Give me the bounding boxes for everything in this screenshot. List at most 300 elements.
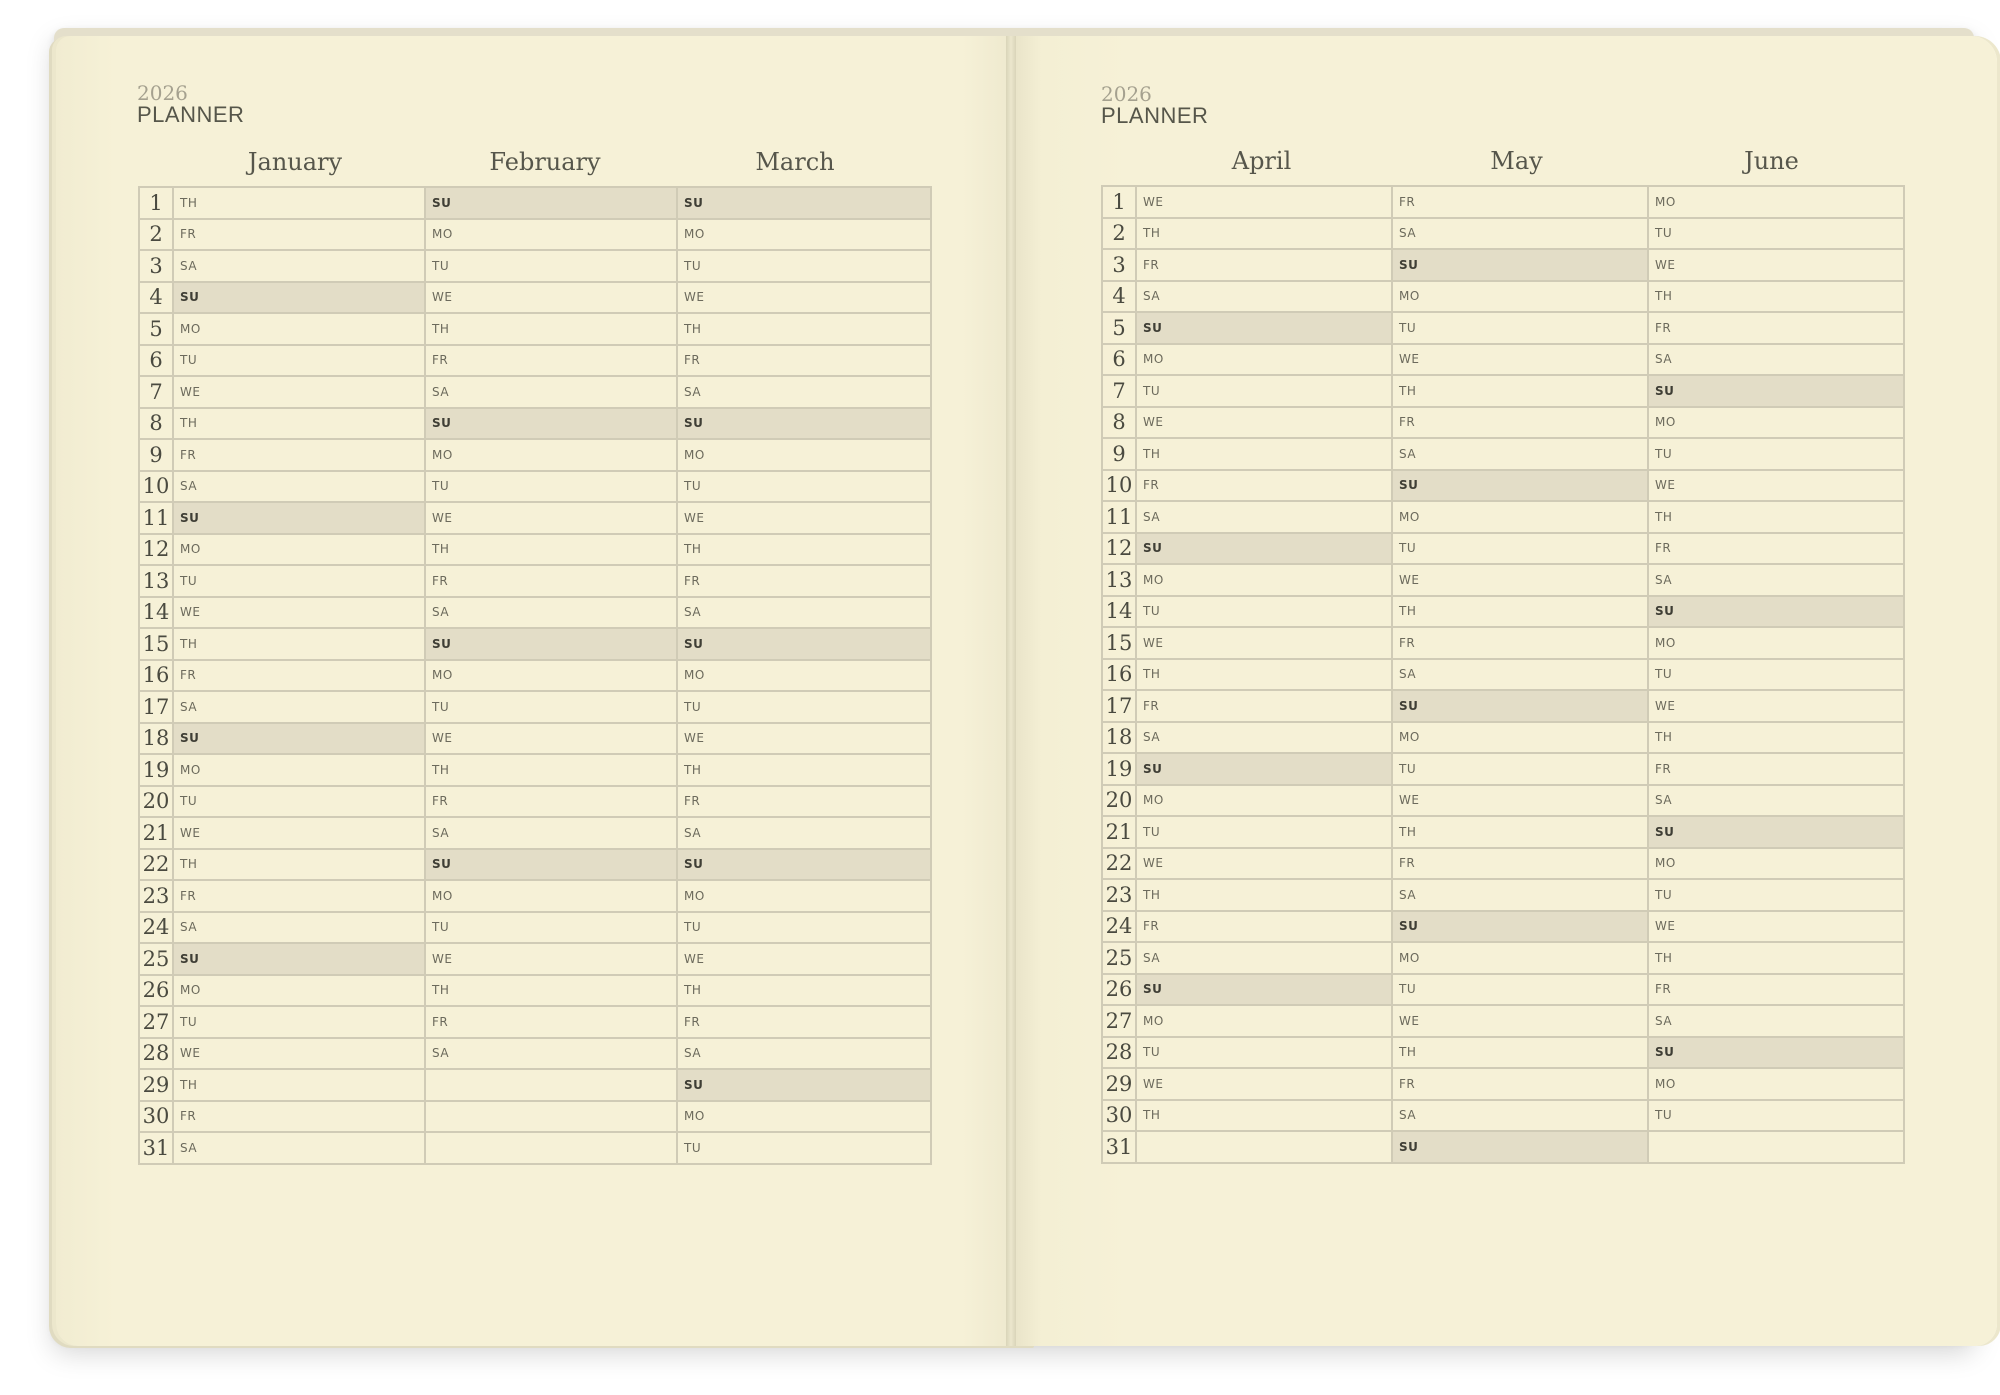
day-cell-february[interactable]: SA xyxy=(425,1038,677,1070)
day-cell-january[interactable]: TU xyxy=(173,786,425,818)
day-cell-january[interactable]: TH xyxy=(173,408,425,440)
day-cell-february[interactable]: WE xyxy=(425,723,677,755)
day-cell-june[interactable]: FR xyxy=(1648,753,1904,785)
day-cell-march[interactable]: TH xyxy=(677,534,931,566)
day-number: 21 xyxy=(139,817,173,849)
day-cell-april[interactable]: SU xyxy=(1136,974,1392,1006)
day-number: 10 xyxy=(139,471,173,503)
day-cell-june[interactable]: SA xyxy=(1648,1005,1904,1037)
month-name-january: January xyxy=(247,148,343,176)
table-row xyxy=(139,912,931,944)
day-cell-march[interactable]: WE xyxy=(677,943,931,975)
day-cell-may[interactable]: TH xyxy=(1392,816,1648,848)
month-name-march: March xyxy=(755,148,835,176)
day-cell-march[interactable]: WE xyxy=(677,282,931,314)
table-row xyxy=(139,250,931,282)
day-cell-april[interactable]: SU xyxy=(1136,533,1392,565)
day-cell-january[interactable]: SA xyxy=(173,912,425,944)
left-calendar-grid xyxy=(138,186,932,1165)
day-cell-march[interactable]: MO xyxy=(677,880,931,912)
table-row xyxy=(1102,659,1904,691)
day-cell-february[interactable]: MO xyxy=(425,219,677,251)
month-name-may: May xyxy=(1490,147,1543,175)
day-cell-january[interactable]: MO xyxy=(173,534,425,566)
day-cell-may[interactable]: TU xyxy=(1392,753,1648,785)
table-row xyxy=(139,408,931,440)
day-number: 9 xyxy=(1102,438,1136,470)
planner-year: 2026 xyxy=(137,81,188,105)
day-number: 10 xyxy=(1102,470,1136,502)
table-row xyxy=(1102,218,1904,250)
day-cell-march[interactable]: WE xyxy=(677,723,931,755)
day-cell-march[interactable]: TU xyxy=(677,471,931,503)
day-cell-january[interactable]: TH xyxy=(173,1069,425,1101)
day-cell-april[interactable]: TU xyxy=(1136,816,1392,848)
day-cell-april[interactable]: WE xyxy=(1136,848,1392,880)
day-cell-january[interactable]: FR xyxy=(173,880,425,912)
table-row xyxy=(1102,281,1904,313)
day-number: 9 xyxy=(139,439,173,471)
day-cell-april[interactable]: SU xyxy=(1136,312,1392,344)
day-cell-april[interactable]: WE xyxy=(1136,1068,1392,1100)
day-cell-march[interactable]: WE xyxy=(677,502,931,534)
day-cell-march[interactable]: TU xyxy=(677,250,931,282)
day-number: 16 xyxy=(1102,659,1136,691)
day-cell-may[interactable]: SU xyxy=(1392,690,1648,722)
day-cell-february[interactable]: WE xyxy=(425,502,677,534)
table-row xyxy=(139,628,931,660)
day-cell-march[interactable]: SU xyxy=(677,849,931,881)
table-row xyxy=(1102,1100,1904,1132)
day-cell-june[interactable]: SU xyxy=(1648,816,1904,848)
right-calendar-grid xyxy=(1101,185,1905,1164)
day-number: 28 xyxy=(1102,1037,1136,1069)
day-cell-may[interactable]: FR xyxy=(1392,1068,1648,1100)
day-cell-may[interactable]: SA xyxy=(1392,438,1648,470)
day-number: 17 xyxy=(139,691,173,723)
day-cell-march[interactable]: TU xyxy=(677,1132,931,1164)
day-cell-february[interactable]: FR xyxy=(425,345,677,377)
day-cell-january[interactable]: SA xyxy=(173,250,425,282)
day-cell-april[interactable]: TH xyxy=(1136,879,1392,911)
day-cell-february[interactable]: SU xyxy=(425,408,677,440)
table-row xyxy=(139,313,931,345)
day-cell-march[interactable]: MO xyxy=(677,1101,931,1133)
table-row xyxy=(1102,470,1904,502)
day-cell-may[interactable]: SU xyxy=(1392,470,1648,502)
day-number: 30 xyxy=(1102,1100,1136,1132)
day-number: 31 xyxy=(139,1132,173,1164)
day-cell-january[interactable]: WE xyxy=(173,817,425,849)
day-cell-february[interactable]: SA xyxy=(425,376,677,408)
table-row xyxy=(1102,753,1904,785)
day-cell-may[interactable]: MO xyxy=(1392,722,1648,754)
table-row xyxy=(1102,438,1904,470)
day-cell-may[interactable]: SA xyxy=(1392,879,1648,911)
day-cell-april[interactable]: TU xyxy=(1136,375,1392,407)
day-number: 13 xyxy=(1102,564,1136,596)
day-cell-june[interactable]: SA xyxy=(1648,344,1904,376)
day-cell-april[interactable]: WE xyxy=(1136,407,1392,439)
day-cell-january[interactable]: FR xyxy=(173,660,425,692)
day-number: 4 xyxy=(1102,281,1136,313)
day-cell-february[interactable]: TH xyxy=(425,975,677,1007)
table-row xyxy=(139,565,931,597)
day-cell-april[interactable]: TH xyxy=(1136,218,1392,250)
day-cell-june[interactable]: SU xyxy=(1648,596,1904,628)
table-row xyxy=(139,817,931,849)
day-cell-january[interactable]: MO xyxy=(173,754,425,786)
day-cell-june[interactable]: MO xyxy=(1648,1068,1904,1100)
table-row xyxy=(1102,722,1904,754)
day-cell-january[interactable]: MO xyxy=(173,313,425,345)
day-cell-april[interactable]: FR xyxy=(1136,911,1392,943)
table-row xyxy=(139,975,931,1007)
day-cell-march[interactable]: SU xyxy=(677,187,931,219)
day-cell-april[interactable]: TH xyxy=(1136,1100,1392,1132)
day-number: 6 xyxy=(1102,344,1136,376)
day-cell-march[interactable]: TU xyxy=(677,912,931,944)
day-cell-june[interactable]: TU xyxy=(1648,659,1904,691)
right-page-header xyxy=(1101,83,1208,127)
table-row xyxy=(139,1101,931,1133)
day-number: 22 xyxy=(139,849,173,881)
day-cell-june[interactable]: FR xyxy=(1648,312,1904,344)
table-row xyxy=(1102,785,1904,817)
day-cell-june[interactable]: WE xyxy=(1648,470,1904,502)
day-number: 1 xyxy=(1102,186,1136,218)
table-row xyxy=(139,849,931,881)
day-cell-may[interactable]: TH xyxy=(1392,1037,1648,1069)
table-row xyxy=(1102,1005,1904,1037)
day-cell-march[interactable]: SU xyxy=(677,408,931,440)
day-cell-april[interactable]: FR xyxy=(1136,249,1392,281)
day-cell-march[interactable]: SA xyxy=(677,597,931,629)
table-row xyxy=(139,219,931,251)
day-cell-march[interactable]: TU xyxy=(677,691,931,723)
day-number: 24 xyxy=(1102,911,1136,943)
table-row xyxy=(139,1038,931,1070)
day-number: 18 xyxy=(139,723,173,755)
day-number: 5 xyxy=(139,313,173,345)
planner-title: PLANNER xyxy=(137,102,245,127)
day-cell-january[interactable]: SA xyxy=(173,1132,425,1164)
day-number: 27 xyxy=(1102,1005,1136,1037)
day-number: 26 xyxy=(139,975,173,1007)
day-cell-june[interactable]: TH xyxy=(1648,501,1904,533)
day-number: 16 xyxy=(139,660,173,692)
table-row xyxy=(139,502,931,534)
day-cell-february[interactable]: WE xyxy=(425,282,677,314)
day-cell-january[interactable]: WE xyxy=(173,1038,425,1070)
day-cell-april[interactable]: MO xyxy=(1136,344,1392,376)
day-cell-february[interactable]: TH xyxy=(425,313,677,345)
table-row xyxy=(1102,312,1904,344)
day-cell-january[interactable]: TH xyxy=(173,187,425,219)
day-cell-june[interactable]: TU xyxy=(1648,1100,1904,1132)
day-cell-june[interactable]: TH xyxy=(1648,942,1904,974)
table-row xyxy=(1102,501,1904,533)
day-cell-march[interactable]: MO xyxy=(677,660,931,692)
day-cell-april[interactable]: FR xyxy=(1136,690,1392,722)
day-number: 20 xyxy=(139,786,173,818)
day-cell-june[interactable]: WE xyxy=(1648,249,1904,281)
day-cell-may[interactable]: WE xyxy=(1392,344,1648,376)
table-row xyxy=(139,534,931,566)
day-number: 28 xyxy=(139,1038,173,1070)
day-cell-april[interactable]: SA xyxy=(1136,501,1392,533)
day-number: 11 xyxy=(1102,501,1136,533)
day-number: 12 xyxy=(139,534,173,566)
day-cell-march[interactable]: FR xyxy=(677,786,931,818)
day-cell-may[interactable]: WE xyxy=(1392,1005,1648,1037)
day-cell-june[interactable]: FR xyxy=(1648,533,1904,565)
day-number: 27 xyxy=(139,1006,173,1038)
day-cell-may[interactable]: TH xyxy=(1392,596,1648,628)
day-cell-march[interactable]: SU xyxy=(677,1069,931,1101)
table-row xyxy=(139,754,931,786)
day-number: 22 xyxy=(1102,848,1136,880)
table-row xyxy=(139,1069,931,1101)
day-number: 29 xyxy=(1102,1068,1136,1100)
day-cell-june[interactable]: SA xyxy=(1648,785,1904,817)
day-cell-june[interactable]: WE xyxy=(1648,911,1904,943)
day-cell-january[interactable]: SU xyxy=(173,282,425,314)
table-row xyxy=(139,471,931,503)
right-month-names xyxy=(1134,147,1899,177)
day-cell-february[interactable]: TU xyxy=(425,912,677,944)
planner-year: 2026 xyxy=(1101,82,1152,106)
table-row xyxy=(139,282,931,314)
day-cell-april[interactable]: SU xyxy=(1136,753,1392,785)
table-row xyxy=(139,660,931,692)
day-cell-february[interactable]: TU xyxy=(425,471,677,503)
day-number: 23 xyxy=(1102,879,1136,911)
day-cell-february[interactable]: TH xyxy=(425,754,677,786)
day-cell-may[interactable]: MO xyxy=(1392,281,1648,313)
day-cell-june[interactable]: TU xyxy=(1648,218,1904,250)
day-number: 3 xyxy=(1102,249,1136,281)
day-cell-march[interactable]: SA xyxy=(677,817,931,849)
day-cell-march[interactable]: TH xyxy=(677,754,931,786)
day-cell-january[interactable]: FR xyxy=(173,219,425,251)
day-number: 13 xyxy=(139,565,173,597)
day-cell-january[interactable]: TU xyxy=(173,565,425,597)
day-cell-january[interactable]: TH xyxy=(173,628,425,660)
day-cell-january[interactable]: SA xyxy=(173,471,425,503)
book-gutter xyxy=(1006,36,1016,1346)
day-cell-february[interactable]: FR xyxy=(425,786,677,818)
day-cell-february[interactable]: TH xyxy=(425,534,677,566)
day-cell-may[interactable]: TH xyxy=(1392,375,1648,407)
day-cell-february[interactable]: MO xyxy=(425,880,677,912)
day-cell-april[interactable] xyxy=(1136,1131,1392,1163)
day-cell-february[interactable]: SA xyxy=(425,817,677,849)
day-cell-march[interactable]: MO xyxy=(677,219,931,251)
table-row xyxy=(1102,533,1904,565)
day-cell-may[interactable]: TU xyxy=(1392,974,1648,1006)
table-row xyxy=(139,376,931,408)
day-number: 14 xyxy=(1102,596,1136,628)
table-row xyxy=(139,943,931,975)
day-number: 1 xyxy=(139,187,173,219)
day-cell-may[interactable]: SA xyxy=(1392,659,1648,691)
day-cell-january[interactable]: TH xyxy=(173,849,425,881)
day-number: 18 xyxy=(1102,722,1136,754)
day-cell-june[interactable]: SA xyxy=(1648,564,1904,596)
day-number: 21 xyxy=(1102,816,1136,848)
day-number: 14 xyxy=(139,597,173,629)
day-cell-may[interactable]: FR xyxy=(1392,627,1648,659)
day-cell-april[interactable]: FR xyxy=(1136,470,1392,502)
day-cell-june[interactable]: TH xyxy=(1648,281,1904,313)
day-cell-may[interactable]: MO xyxy=(1392,501,1648,533)
month-name-june: June xyxy=(1744,147,1799,175)
day-cell-june[interactable]: FR xyxy=(1648,974,1904,1006)
day-cell-february[interactable]: TU xyxy=(425,250,677,282)
day-cell-february[interactable]: SU xyxy=(425,628,677,660)
day-cell-march[interactable]: TH xyxy=(677,313,931,345)
day-number: 2 xyxy=(139,219,173,251)
day-cell-may[interactable]: WE xyxy=(1392,785,1648,817)
day-cell-april[interactable]: MO xyxy=(1136,564,1392,596)
day-cell-january[interactable]: SU xyxy=(173,723,425,755)
day-number: 15 xyxy=(139,628,173,660)
day-cell-june[interactable]: TH xyxy=(1648,722,1904,754)
day-number: 8 xyxy=(139,408,173,440)
day-number: 20 xyxy=(1102,785,1136,817)
day-cell-february[interactable]: MO xyxy=(425,660,677,692)
day-cell-june[interactable]: TU xyxy=(1648,438,1904,470)
day-cell-june[interactable]: MO xyxy=(1648,848,1904,880)
day-cell-february[interactable]: FR xyxy=(425,565,677,597)
day-cell-april[interactable]: SA xyxy=(1136,281,1392,313)
day-cell-march[interactable]: FR xyxy=(677,345,931,377)
day-number: 19 xyxy=(1102,753,1136,785)
day-cell-may[interactable]: TU xyxy=(1392,312,1648,344)
day-cell-january[interactable]: WE xyxy=(173,376,425,408)
table-row xyxy=(139,1132,931,1164)
planner-title: PLANNER xyxy=(1101,103,1209,128)
day-cell-april[interactable]: SA xyxy=(1136,722,1392,754)
day-cell-january[interactable]: FR xyxy=(173,439,425,471)
day-number: 31 xyxy=(1102,1131,1136,1163)
day-cell-june[interactable]: SU xyxy=(1648,375,1904,407)
day-cell-february[interactable]: FR xyxy=(425,1006,677,1038)
day-cell-february[interactable] xyxy=(425,1132,677,1164)
table-row xyxy=(1102,407,1904,439)
left-month-names xyxy=(170,148,925,178)
day-cell-june[interactable]: SU xyxy=(1648,1037,1904,1069)
day-cell-april[interactable]: WE xyxy=(1136,627,1392,659)
table-row xyxy=(1102,1131,1904,1163)
day-cell-june[interactable]: MO xyxy=(1648,627,1904,659)
day-cell-may[interactable]: TU xyxy=(1392,533,1648,565)
day-cell-may[interactable]: FR xyxy=(1392,848,1648,880)
day-cell-february[interactable]: SU xyxy=(425,849,677,881)
day-cell-march[interactable]: FR xyxy=(677,565,931,597)
day-cell-may[interactable]: MO xyxy=(1392,942,1648,974)
day-cell-may[interactable]: SA xyxy=(1392,218,1648,250)
day-cell-may[interactable]: SU xyxy=(1392,249,1648,281)
table-row xyxy=(1102,596,1904,628)
day-cell-march[interactable]: FR xyxy=(677,1006,931,1038)
month-name-february: February xyxy=(489,148,601,176)
day-cell-february[interactable] xyxy=(425,1069,677,1101)
day-cell-january[interactable]: FR xyxy=(173,1101,425,1133)
day-cell-june[interactable]: MO xyxy=(1648,407,1904,439)
day-cell-february[interactable]: TU xyxy=(425,691,677,723)
day-cell-april[interactable]: TH xyxy=(1136,659,1392,691)
table-row xyxy=(1102,344,1904,376)
day-cell-february[interactable]: SA xyxy=(425,597,677,629)
day-cell-april[interactable]: MO xyxy=(1136,785,1392,817)
day-cell-january[interactable]: SU xyxy=(173,943,425,975)
day-cell-april[interactable]: MO xyxy=(1136,1005,1392,1037)
day-number: 6 xyxy=(139,345,173,377)
day-cell-june[interactable]: WE xyxy=(1648,690,1904,722)
day-cell-june[interactable]: TU xyxy=(1648,879,1904,911)
day-number: 12 xyxy=(1102,533,1136,565)
day-cell-march[interactable]: MO xyxy=(677,439,931,471)
day-cell-february[interactable] xyxy=(425,1101,677,1133)
day-cell-june[interactable]: MO xyxy=(1648,186,1904,218)
day-cell-january[interactable]: MO xyxy=(173,975,425,1007)
table-row xyxy=(139,345,931,377)
day-number: 29 xyxy=(139,1069,173,1101)
day-cell-january[interactable]: TU xyxy=(173,1006,425,1038)
day-number: 15 xyxy=(1102,627,1136,659)
day-cell-january[interactable]: SU xyxy=(173,502,425,534)
day-cell-may[interactable]: SA xyxy=(1392,1100,1648,1132)
day-cell-february[interactable]: MO xyxy=(425,439,677,471)
day-cell-may[interactable]: SU xyxy=(1392,1131,1648,1163)
table-row xyxy=(1102,249,1904,281)
day-number: 26 xyxy=(1102,974,1136,1006)
day-cell-march[interactable]: SU xyxy=(677,628,931,660)
day-cell-march[interactable]: SA xyxy=(677,376,931,408)
table-row xyxy=(1102,375,1904,407)
table-row xyxy=(1102,942,1904,974)
day-cell-april[interactable]: TU xyxy=(1136,596,1392,628)
day-number: 4 xyxy=(139,282,173,314)
day-number: 23 xyxy=(139,880,173,912)
day-cell-january[interactable]: WE xyxy=(173,597,425,629)
day-cell-april[interactable]: SA xyxy=(1136,942,1392,974)
day-number: 7 xyxy=(139,376,173,408)
table-row xyxy=(1102,816,1904,848)
month-name-april: April xyxy=(1231,147,1292,175)
day-cell-may[interactable]: SU xyxy=(1392,911,1648,943)
day-cell-february[interactable]: WE xyxy=(425,943,677,975)
day-cell-may[interactable]: FR xyxy=(1392,407,1648,439)
day-cell-may[interactable]: WE xyxy=(1392,564,1648,596)
day-cell-june[interactable] xyxy=(1648,1131,1904,1163)
day-cell-february[interactable]: SU xyxy=(425,187,677,219)
day-cell-march[interactable]: SA xyxy=(677,1038,931,1070)
day-cell-april[interactable]: TH xyxy=(1136,438,1392,470)
day-number: 25 xyxy=(139,943,173,975)
day-cell-april[interactable]: WE xyxy=(1136,186,1392,218)
day-cell-may[interactable]: FR xyxy=(1392,186,1648,218)
day-cell-march[interactable]: TH xyxy=(677,975,931,1007)
table-row xyxy=(1102,690,1904,722)
day-number: 3 xyxy=(139,250,173,282)
table-row xyxy=(139,691,931,723)
day-cell-april[interactable]: TU xyxy=(1136,1037,1392,1069)
day-cell-january[interactable]: TU xyxy=(173,345,425,377)
day-cell-january[interactable]: SA xyxy=(173,691,425,723)
